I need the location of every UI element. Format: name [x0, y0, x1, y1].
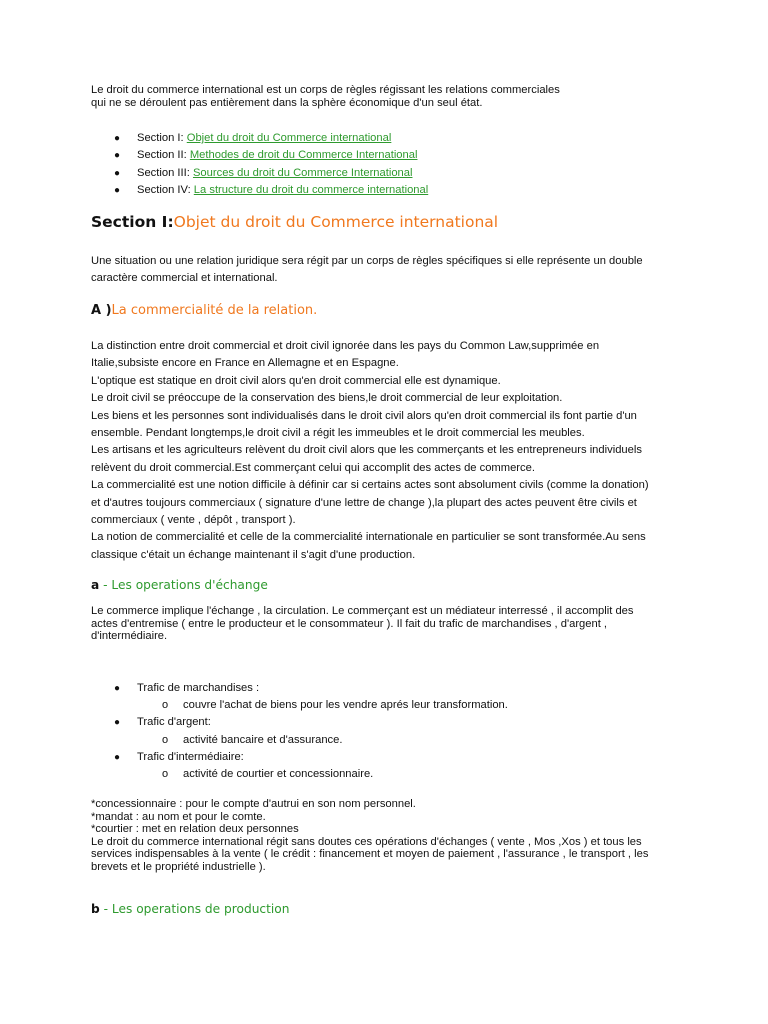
- part-a-paragraph: [91, 338, 681, 564]
- part-a-heading: [91, 301, 317, 321]
- part-a-line: classique c'était un échange maintenant il s'agit d'une production.: [91, 548, 416, 561]
- list-item: [91, 766, 508, 783]
- note-line: brevets et le propriété industrielle ).: [91, 860, 266, 873]
- part-a-a-line: d'intermédiaire.: [91, 630, 168, 643]
- section-1-label: Section I: [91, 213, 168, 231]
- table-of-contents: [91, 130, 428, 200]
- note-line: *courtier : met en relation deux personnes: [91, 823, 299, 836]
- trafic-title: Trafic d'intermédiaire:: [137, 750, 244, 763]
- part-a-line: commerciaux ( vente , dépôt , transport ).: [91, 514, 296, 527]
- part-a-line: ensemble. Pendant longtemps,le droit civil a régit les immeubles et le droit commercial les meubles.: [91, 427, 585, 440]
- intro-paragraph: [91, 84, 681, 109]
- part-a-a-title: Les operations d'échange: [111, 578, 268, 592]
- part-a-line: La commercialité est une notion difficile à définir car si certains actes sont absolument civils (comme la donation): [91, 479, 649, 492]
- bullet-icon: ●: [114, 185, 121, 197]
- toc-link-section-1[interactable]: Objet du droit du Commerce international: [186, 132, 392, 144]
- circle-bullet-icon: o: [162, 767, 169, 780]
- section-1-heading: [91, 211, 498, 233]
- part-a-a-label: a: [91, 578, 100, 592]
- note-line: services indispensables à la vente ( le crédit : financement et moyen de paiement , l'assurance , le transport , les: [91, 848, 649, 861]
- section-1-separator: :: [167, 213, 174, 231]
- part-a-b-heading: [91, 900, 289, 918]
- list-item: [91, 732, 508, 749]
- part-a-a-heading: [91, 576, 268, 594]
- bullet-icon: ●: [114, 150, 121, 162]
- toc-prefix: Section IV:: [137, 184, 194, 197]
- intro-line: qui ne se déroulent pas entièrement dans la sphère économique d'un seul état.: [91, 96, 483, 109]
- trafic-title: Trafic d'argent:: [137, 716, 211, 729]
- bullet-icon: ●: [114, 751, 121, 763]
- bullet-icon: ●: [114, 717, 121, 729]
- section-1-title: Objet du droit du Commerce international: [173, 213, 499, 231]
- trafic-detail: activité bancaire et d'assurance.: [183, 733, 343, 746]
- trafic-detail: activité de courtier et concessionnaire.: [183, 767, 374, 780]
- list-item: [91, 680, 508, 697]
- toc-item-section-1: [91, 130, 428, 147]
- list-item: [91, 714, 508, 731]
- bullet-icon: ●: [114, 167, 121, 179]
- part-a-a-dash: -: [99, 578, 112, 592]
- toc-item-section-4: [91, 182, 428, 199]
- note-line: Le droit du commerce international régit sans doutes ces opérations d'échanges ( vente , Mos ,Xos ) et tous les: [91, 835, 642, 848]
- toc-link-section-4[interactable]: La structure du droit du commerce international: [193, 184, 429, 197]
- trafic-detail: couvre l'achat de biens pour les vendre aprés leur transformation.: [183, 699, 508, 712]
- notes-paragraph: [91, 798, 681, 874]
- part-a-line: Le droit civil se préoccupe de la conservation des biens,le droit commercial de leur exploitation.: [91, 392, 563, 405]
- note-line: *concessionnaire : pour le compte d'autrui en son nom personnel.: [91, 798, 416, 810]
- bullet-icon: ●: [114, 683, 121, 694]
- part-a-b-dash: -: [99, 902, 112, 916]
- part-a-label: A ): [91, 303, 112, 318]
- part-a-title: La commercialité de la relation.: [111, 303, 318, 318]
- intro-line: Le droit du commerce international est un corps de règles régissant les relations commerciales: [91, 84, 560, 96]
- section-1-line: caractère commercial et international.: [91, 272, 278, 285]
- part-a-line: Les artisans et les agriculteurs relèvent du droit civil alors que les commerçants et les entrepreneurs individuels: [91, 444, 642, 457]
- part-a-line: et d'autres toujours commerciaux ( signature d'une lettre de change ),la plupart des actes peuvent être civils et: [91, 496, 637, 509]
- part-a-a-paragraph: [91, 605, 681, 643]
- part-a-line: L'optique est statique en droit civil alors qu'en droit commercial elle est dynamique.: [91, 374, 501, 387]
- list-item: [91, 749, 508, 766]
- part-a-b-label: b: [91, 902, 100, 916]
- circle-bullet-icon: o: [162, 733, 169, 746]
- toc-prefix: Section II:: [137, 149, 190, 162]
- section-1-line: Une situation ou une relation juridique sera régit par un corps de règles spécifiques si elle représente un double: [91, 255, 643, 267]
- bullet-icon: ●: [114, 133, 121, 144]
- toc-link-section-2[interactable]: Methodes de droit du Commerce International: [189, 149, 418, 162]
- part-a-line: Italie,subsiste encore en France en Allemagne et en Espagne.: [91, 357, 399, 370]
- part-a-a-line: Le commerce implique l'échange , la circulation. Le commerçant est un médiateur interressé , il accomplit des: [91, 605, 634, 617]
- part-a-b-title: Les operations de production: [111, 902, 290, 916]
- part-a-line: Les biens et les personnes sont individualisés dans le droit civil alors qu'en droit commercial ils font partie d'un: [91, 409, 637, 422]
- list-item: [91, 697, 508, 714]
- section-1-paragraph: [91, 253, 681, 288]
- part-a-line: relèvent du droit commercial.Est commerçant celui qui accomplit des actes de commerce.: [91, 461, 535, 474]
- toc-prefix: Section III:: [137, 166, 193, 179]
- part-a-line: La distinction entre droit commercial et droit civil ignorée dans les pays du Common Law,supprimée en: [91, 340, 600, 352]
- toc-prefix: Section I:: [137, 132, 187, 144]
- circle-bullet-icon: o: [162, 699, 169, 712]
- toc-item-section-3: [91, 165, 428, 182]
- note-line: *mandat : au nom et pour le comte.: [91, 810, 266, 823]
- part-a-a-line: actes d'entremise ( entre le producteur et le consommateur ). Il fait du trafic de marchandises , d'argent ,: [91, 617, 608, 630]
- part-a-line: La notion de commercialité et celle de la commercialité internationale en particulier se sont transformée.Au sens: [91, 531, 646, 544]
- trafic-list: [91, 680, 508, 783]
- trafic-title: Trafic de marchandises :: [137, 682, 260, 694]
- toc-item-section-2: [91, 147, 428, 164]
- toc-link-section-3[interactable]: Sources du droit du Commerce International: [192, 166, 413, 179]
